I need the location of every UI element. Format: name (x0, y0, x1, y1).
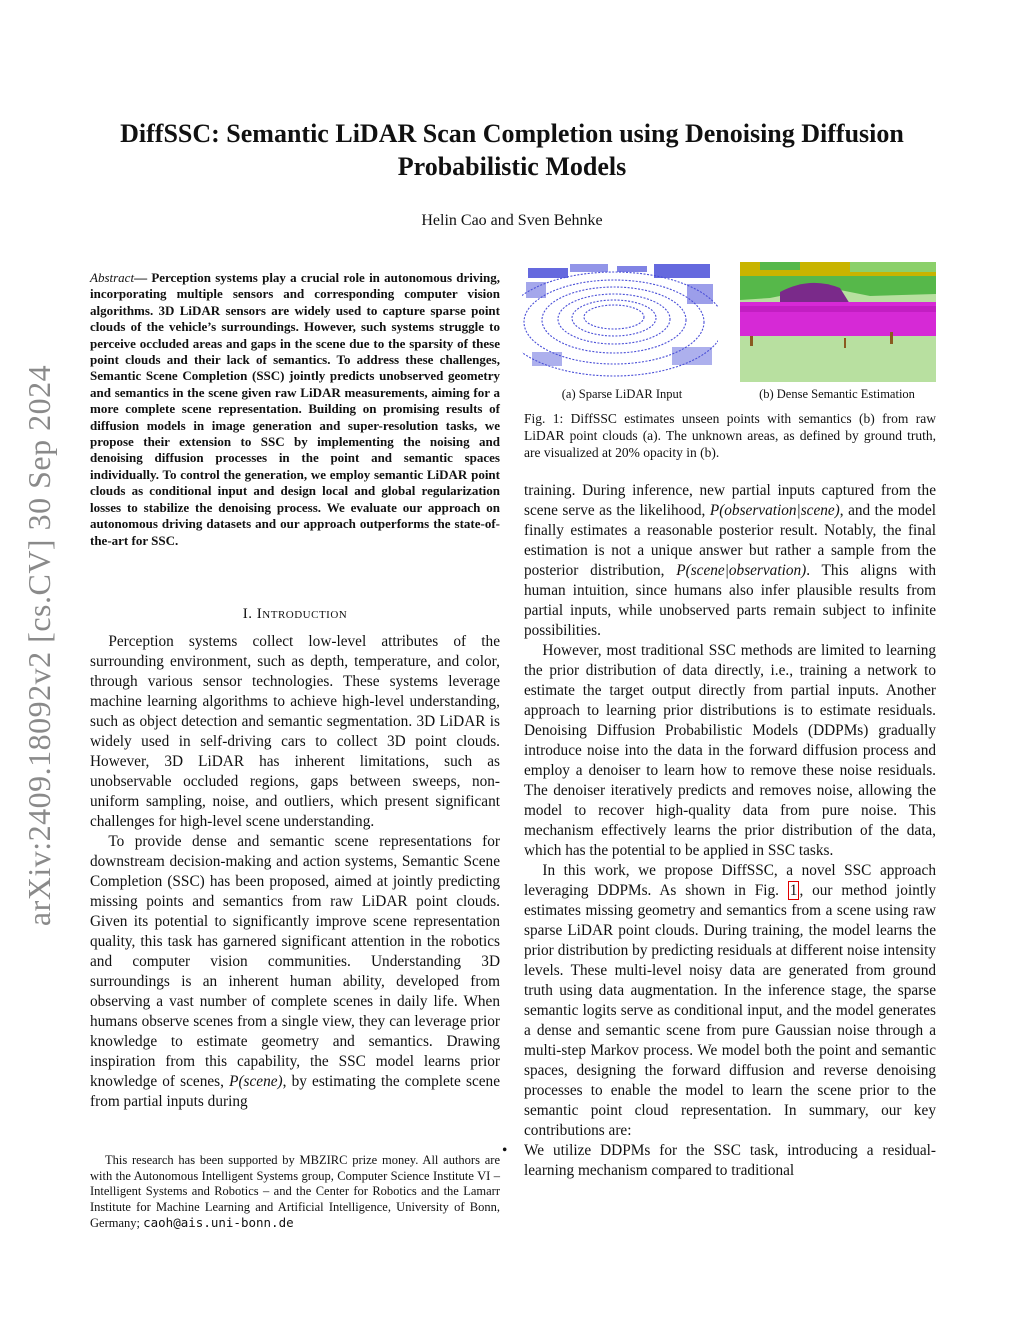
footnote-text: This research has been supported by MBZIRC prize money. All authors are with the Autonomous Intelligent Systems group, Computer Science Institute VI – Intelligent Systems and Robotics – and the Center for Robotics and the Lamarr Institute for Machine Learning and Artificial Intelligence, University of Bonn, Germany; (90, 1153, 500, 1231)
math-p-observation-scene: P(observation|scene) (709, 502, 840, 519)
intro-paragraph-2 (90, 832, 500, 1112)
section-number: I. (242, 606, 253, 622)
right-p3-text-b: , our method jointly estimates missing geometry and semantics from a scene using raw sparse LiDAR point clouds. During training, the model learns the prior distribution by predicting residuals at different noise intensity levels. These multi-level noisy data are generated from ground truth using data augmentation. In the inference stage, the sparse semantic logits serve as conditional input, and the model generates a dense and semantic scene from pure Gaussian noise through a multi-step Markov process. We model both the point and semantic spaces, designing the forward diffusion and reverse denoising processes to enable the model to learn the scene prior to the semantic point cloud representation. In summary, our key contributions are: (524, 882, 936, 1139)
figure-reference-link[interactable]: 1 (789, 882, 798, 899)
abstract-lead: Abstract (90, 270, 135, 285)
paper-title: DiffSSC: Semantic LiDAR Scan Completion using Denoising Diffusion Probabilistic Models (120, 119, 904, 181)
section-heading-introduction (90, 606, 500, 623)
abstract-text: Perception systems play a crucial role in autonomous driving, incorporating multiple sensors and corresponding computer vision algorithms. 3D LiDAR sensors are widely used to capture sparse point clouds of the vehicle’s surroundings. However, such systems struggle to perceive occluded areas and gaps in the scene due to the sparsity of these point clouds and their lack of semantics. To address these challenges, Semantic Scene Completion (SSC) jointly predicts unobserved geometry and semantics in the scene given raw LiDAR measurements, aiming for a more complete scene representation. Building on promising results of diffusion models in image generation and super-resolution tasks, we propose their extension to SSC by implementing the noising and denoising diffusion processes in the point and semantic spaces individually. To control the generation, we employ semantic LiDAR point clouds as conditional input and design local and global regularization losses to stabilize the denoising process. We evaluate our approach on autonomous driving datasets and our approach outperforms the state-of-the-art for SSC. (90, 270, 500, 548)
abstract (90, 270, 500, 549)
footnote-email: caoh@ais.uni-bonn.de (143, 1215, 294, 1231)
intro-p2-text-a: To provide dense and semantic scene representations for downstream decision-making and action systems, Semantic Scene Completion (SSC) has been proposed, aimed at jointly predicting missing points and semantics from raw LiDAR point clouds. Given its potential to significantly improve scene representation quality, this task has garnered significant attention in the robotics and computer vision communities. Understanding 3D surroundings is an inherent human ability, developed from observing a vast number of complete scenes in daily life. When humans observe scenes from a single view, they can leverage prior knowledge to estimate geometry and semantics. Drawing inspiration from this capability, the SSC model learns prior knowledge of scenes, (90, 833, 500, 1090)
right-paragraph-2: However, most traditional SSC methods are limited to learning the prior distribution of data directly, i.e., training a network to estimate the target output directly from partial inputs. Another approach to learning prior distributions is to estimate residuals. Denoising Diffusion Probabilistic Models (DDPMs) gradually introduce noise into the data in the forward diffusion process and employ a denoiser to learn how to remove these noise residuals. The denoiser iteratively predicts and removes noise, allowing the model to recover high-quality data from pure noise. This mechanism effectively learns the prior distribution of the data, which has the potential to be applied in SSC tasks. (524, 642, 936, 859)
right-paragraph-3 (524, 861, 936, 1141)
paper-authors: Helin Cao and Sven Behnke (421, 212, 603, 229)
left-column-body (90, 632, 500, 1112)
figure-1 (522, 262, 938, 412)
sparse-lidar-image (522, 262, 718, 382)
arxiv-sidebar (20, 350, 60, 940)
right-p1-text-a: training. During inference, new partial inputs captured from the scene serve as the likelihood, (524, 482, 936, 519)
right-p3-text-a: In this work, we propose DiffSSC, a novel SSC approach leveraging DDPMs. As shown in Fig. (524, 862, 936, 899)
figure-1-caption: Fig. 1: DiffSSC estimates unseen points with semantics (b) from raw LiDAR point clouds (a). The unknown areas, as defined by ground truth, are visualized at 20% opacity in (b). (524, 411, 936, 460)
footnote (90, 1153, 500, 1232)
arxiv-id: arXiv:2409.18092v2 [cs.CV] 30 Sep 2024 (21, 364, 58, 926)
right-p1-text-b: , and the model finally estimates a reasonable posterior result. Notably, the final estimation is not a unique answer but rather a sample from the posterior distribution, (524, 502, 936, 579)
section-title: Introduction (256, 606, 348, 622)
subcaption-a: (a) Sparse LiDAR Input (561, 387, 683, 401)
subcaption-b: (b) Dense Semantic Estimation (759, 387, 915, 401)
contribution-bullet-1: • We utilize DDPMs for the SSC task, introducing a residual-learning mechanism compared to traditional (524, 1141, 936, 1181)
intro-paragraph-1: Perception systems collect low-level attributes of the surrounding environment, such as depth, temperature, and color, through various sensor technologies. These systems leverage machine learning algorithms to achieve high-level understanding, such as object detection and semantic segmentation. 3D LiDAR is widely used in self-driving cars to collect 3D point clouds. However, 3D LiDAR has inherent limitations, such as unobservable occluded regions, gaps between sweeps, non-uniform sampling, noise, and outliers, which present significant challenges for high-level scene understanding. (90, 633, 500, 830)
right-column-body (524, 481, 936, 1181)
math-p-scene: P(scene) (229, 1073, 283, 1090)
abstract-dash: — (134, 270, 152, 285)
math-p-scene-observation: P(scene|observation) (676, 562, 807, 579)
dense-semantic-image (740, 262, 936, 382)
right-paragraph-1 (524, 481, 936, 641)
right-p1-text-c: . This aligns with human intuition, since humans also infer plausible results from partial inputs, while unobserved parts remain subject to infinite possibilities. (524, 562, 937, 639)
intro-p2-text-b: , by estimating the complete scene from partial inputs during (90, 1073, 500, 1110)
